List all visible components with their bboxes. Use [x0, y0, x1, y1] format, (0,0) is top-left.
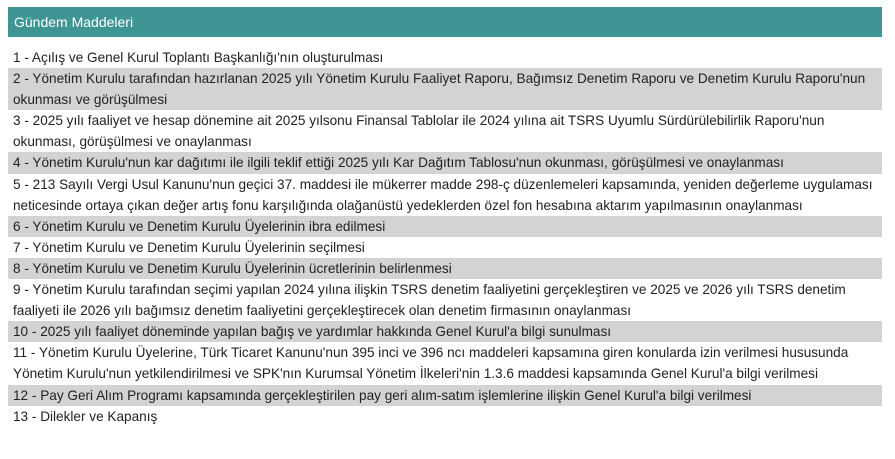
agenda-item-1: 1 - Açılış ve Genel Kurul Toplantı Başkanlığı'nın oluşturulması	[13, 50, 384, 65]
agenda-item-8: 8 - Yönetim Kurulu ve Denetim Kurulu Üyelerinin ücretlerinin belirlenmesi	[8, 258, 882, 279]
agenda-item-13: 13 - Dilekler ve Kapanış	[13, 408, 158, 424]
agenda-item-3: 3 - 2025 yılı faaliyet ve hesap dönemine ait 2025 yılsonu Finansal Tablolar ile 2024 yılına ait TSRS Uyumlu Sürdürülebilirlik Raporu'nun okunması, görüşülmesi ve onaylanması	[13, 113, 825, 150]
section-title: Gündem Maddeleri	[14, 14, 134, 30]
agenda-item-2: 2 - Yönetim Kurulu tarafından hazırlanan 2025 yılı Yönetim Kurulu Faaliyet Raporu, Bağımsız Denetim Raporu ve Denetim Kurulu Raporu'nun okunması ve görüşülmesi	[8, 68, 882, 110]
agenda-item-12: 12 - Pay Geri Alım Programı kapsamında gerçekleştirilen pay geri alım-satım işlemlerine ilişkin Genel Kurul'a bilgi verilmesi	[8, 385, 882, 406]
agenda-item-7: 7 - Yönetim Kurulu ve Denetim Kurulu Üyelerinin seçilmesi	[13, 239, 365, 255]
agenda-item-4: 4 - Yönetim Kurulu'nun kar dağıtımı ile ilgili teklif ettiği 2025 yılı Kar Dağıtım Tablosu'nun okunması, görüşülmesi ve onaylanması	[8, 152, 882, 173]
agenda-item-11: 11 - Yönetim Kurulu Üyelerine, Türk Ticaret Kanunu'nun 395 inci ve 396 ncı maddeleri kapsamına giren konularda izin verilmesi hususunda Yönetim Kurulu'nun yetkilendirilmesi ve SPK'nın Kurumsal Yönetim İlkeleri'nin 1.3.6 maddesi kapsamında Genel Kurul'a bilgi verilmesi	[13, 345, 849, 382]
agenda-item-5: 5 - 213 Sayılı Vergi Usul Kanunu'nun geçici 37. maddesi ile mükerrer madde 298-ç düzenlemeleri kapsamında, yeniden değerleme uygulaması neticesinde ortaya çıkan değer artış fonu karşılığında olağanüstü yedeklerden özel fon hesabına aktarım yapılmasının onaylanması	[13, 176, 873, 213]
agenda-item-10: 10 - 2025 yılı faaliyet döneminde yapılan bağış ve yardımlar hakkında Genel Kurul'a bilgi sunulması	[8, 321, 882, 342]
agenda-list	[8, 47, 882, 427]
agenda-panel	[8, 7, 882, 427]
agenda-item-9: 9 - Yönetim Kurulu tarafından seçimi yapılan 2024 yılına ilişkin TSRS denetim faaliyetini gerçekleştiren ve 2025 ve 2026 yılı TSRS denetim faaliyeti ile 2026 yılı bağımsız denetim faaliyetini gerçekleştirecek olan denetim firmasının onaylanması	[13, 282, 846, 319]
agenda-item-6: 6 - Yönetim Kurulu ve Denetim Kurulu Üyelerinin ibra edilmesi	[8, 216, 882, 237]
section-header	[8, 7, 882, 37]
